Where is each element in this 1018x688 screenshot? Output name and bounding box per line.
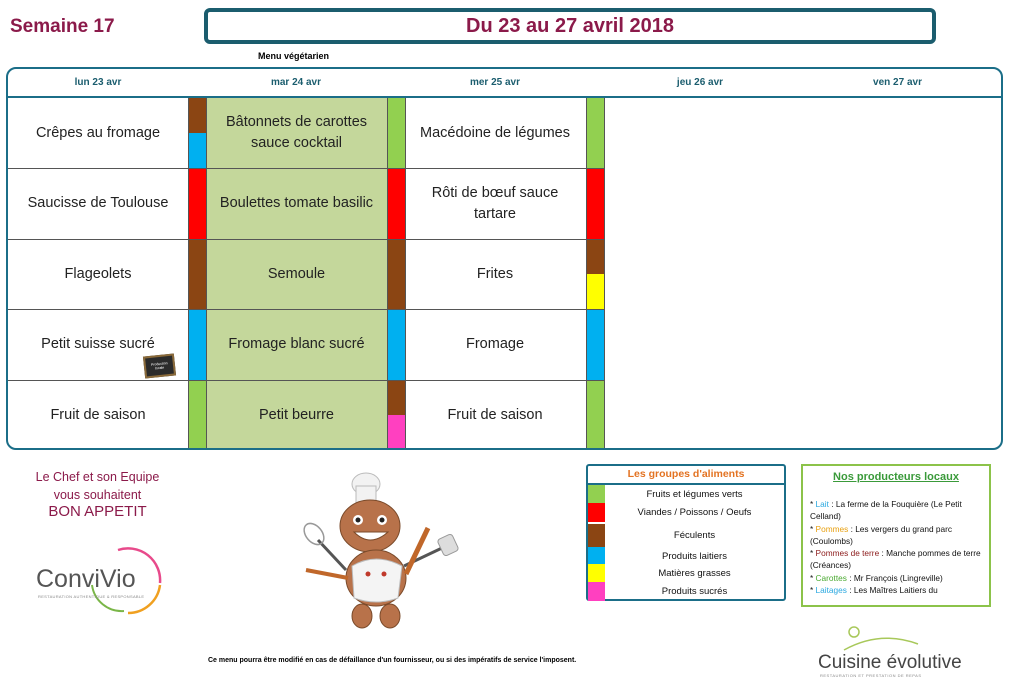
food-group-dairy [587,309,604,380]
producer-key: Laitages [815,585,847,595]
producer-item: * Lait : La ferme de la Fouquière (Le Petit Celland) [810,499,962,521]
food-group-sugar [388,415,405,450]
menu-cell: Crêpes au fromage [35,124,161,141]
menu-cell: Semoule [267,265,326,282]
legend-row [588,564,784,583]
producer-key: Lait [815,499,829,509]
producer-value: : Manche pommes de terre (Créances) [810,548,981,570]
chef-line-1: Le Chef et son Equipe [35,470,160,484]
food-group-starch [388,239,405,309]
food-group-meat [388,168,405,239]
menu-cell: Boulettes tomate basilic [219,195,374,211]
food-group-starch [189,98,206,133]
producer-item: * Pommes : Les vergers du grand parc (Coulombs) [810,524,953,546]
day-header-thu: jeu 26 avr [676,77,724,88]
producer-value: : Les Maîtres Laitiers du [846,585,938,595]
row-divider [8,168,605,169]
row-divider [8,380,605,381]
col-divider [188,98,189,450]
legend-swatch [588,503,605,522]
day-header-mon: lun 23 avr [74,77,122,88]
disclaimer-text: Ce menu pourra être modifié en cas de défaillance d'un fournisseur, ou si des impératifs de service l'imposent. [208,657,577,664]
legend-row [588,485,784,504]
food-group-vegetables [388,98,405,168]
convivio-tagline: RESTAURATION AUTHENTIQUE & RESPONSABLE [38,594,145,599]
day-header-fri: ven 27 avr [873,77,922,88]
menu-cell: Fromage blanc sucré [228,336,365,352]
food-group-meat [189,168,206,239]
cuisine-leaf-icon [840,624,920,652]
food-group-vegetables [587,98,604,168]
row-divider [8,309,605,310]
menu-cell: Petit suisse sucré [41,336,155,352]
menu-cell: Rôti de bœuf sauce tartare [431,184,559,222]
food-group-starch [587,239,604,274]
food-group-starch [189,239,206,309]
cuisine-tagline: RESTAURATION ET PRESTATION DE REPAS [820,673,922,678]
week-label: Semaine 17 [10,16,115,37]
col-divider [604,98,605,450]
menu-cell: Fruit de saison [50,406,146,423]
row-divider [8,239,605,240]
legend-label: Féculents [673,530,716,541]
producer-key: Carottes [815,573,847,583]
producer-item: * Laitages : Les Maîtres Laitiers du [810,585,938,595]
food-group-dairy [189,309,206,380]
gingerbread-chef-icon [292,470,470,632]
chef-line-2: vous souhaitent [53,488,142,502]
legend-label: Produits laitiers [662,551,727,562]
producer-value: : La ferme de la Fouquière (Le Petit Celland) [810,499,962,521]
food-group-vegetables [189,380,206,450]
menu-table [6,67,1003,450]
legend-label: Viandes / Poissons / Oeufs [637,507,752,518]
col-divider [586,98,587,450]
food-group-fat [587,274,604,309]
producers-title: Nos producteurs locaux [833,471,959,483]
day-header-tue: mar 24 avr [270,77,322,88]
col-divider [387,98,388,450]
food-group-vegetables [587,380,604,450]
vegetarian-label: Menu végétarien [258,51,330,61]
col-divider [405,98,406,450]
producer-key: Pommes [815,524,849,534]
legend-label: Produits sucrés [661,586,728,597]
producer-key: Pommes de terre [815,548,880,558]
food-group-dairy [189,133,206,168]
legend-row [588,503,784,522]
producer-value: : Les vergers du grand parc (Coulombs) [810,524,953,546]
convivio-logo: ConviVio [36,565,136,593]
food-group-dairy [388,309,405,380]
menu-cell: Flageolets [64,265,132,282]
menu-cell: Frites [476,265,514,282]
cuisine-evolutive-logo: Cuisine évolutive [818,652,962,673]
local-production-tag [143,353,176,378]
menu-cell: Macédoine de légumes [420,124,570,141]
legend-swatch [588,524,605,547]
legend-swatch [588,582,605,601]
menu-cell: Petit beurre [259,406,334,423]
col-divider [206,98,207,450]
food-group-meat [587,168,604,239]
menu-cell: Fruit de saison [447,406,543,423]
menu-cell: Saucisse de Toulouse [27,195,169,211]
legend-row [588,582,784,601]
local-producers-box [801,464,991,607]
legend-swatch [588,485,605,504]
producer-value: : Mr François (Lingreville) [846,573,943,583]
date-range-text: Du 23 au 27 avril 2018 [466,14,674,37]
day-header-wed: mer 25 avr [469,77,521,88]
food-groups-title: Les groupes d'aliments [588,466,784,485]
food-groups-legend [586,464,786,601]
local-tag-line1: Production [150,361,168,367]
menu-cell: Fromage [465,336,525,352]
date-range-title [204,8,936,44]
chef-greeting [0,468,195,504]
legend-label: Matières grasses [658,568,731,579]
producer-item: * Carottes : Mr François (Lingreville) [810,573,943,583]
legend-row [588,524,784,547]
menu-cell: Bâtonnets de carottes sauce cocktail [225,114,368,151]
legend-label: Fruits et légumes verts [646,489,743,500]
bon-appetit: BON APPETIT [48,503,147,520]
food-group-starch [388,380,405,415]
legend-swatch [588,564,605,583]
local-tag-line2: locale [154,365,165,371]
producer-item: * Pommes de terre : Manche pommes de terre (Créances) [810,548,981,570]
